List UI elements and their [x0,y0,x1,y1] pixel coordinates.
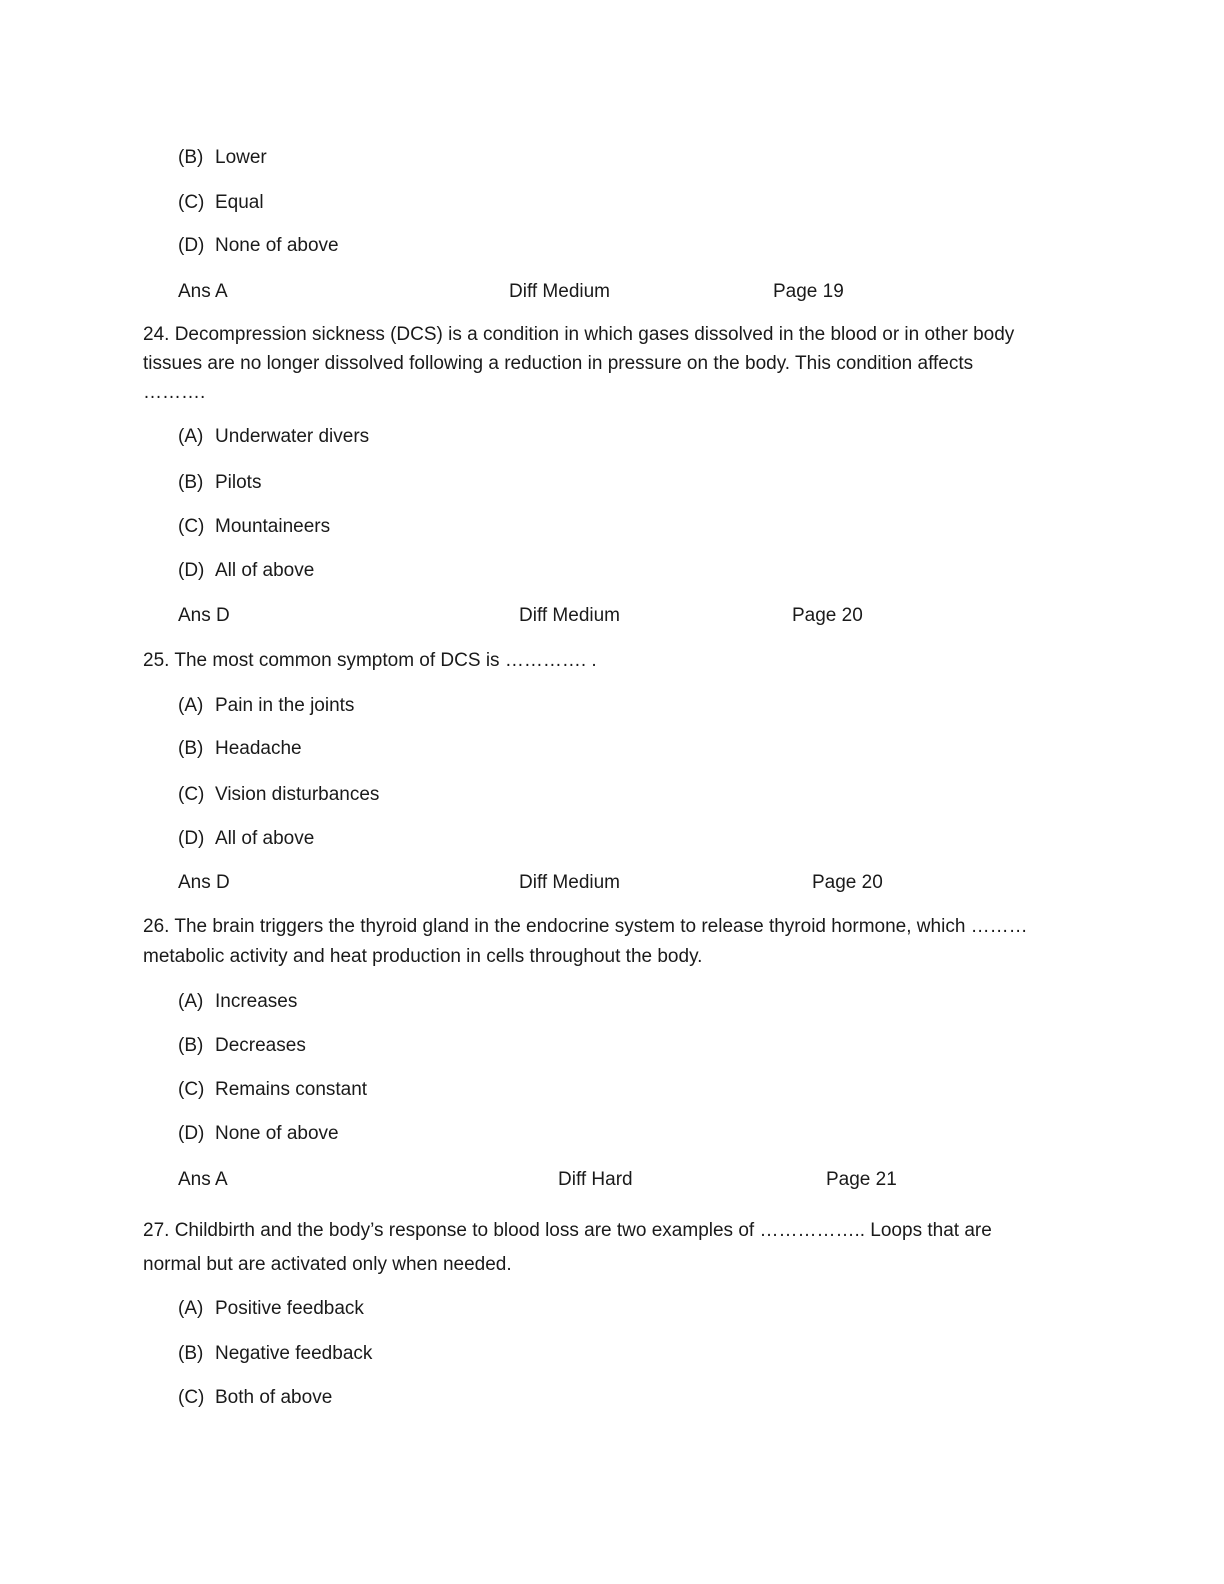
option-letter: (D) [178,828,205,849]
option-letter: (B) [178,147,204,168]
question-stem-line: 26. The brain triggers the thyroid gland in the endocrine system to release thyroid hormone, which ……… [143,916,1028,937]
option-text: Mountaineers [215,516,331,537]
option-text: Both of above [215,1387,333,1408]
option-letter: (B) [178,1035,204,1056]
question-stem-line: metabolic activity and heat production in cells throughout the body. [143,946,703,967]
option-letter: (B) [178,738,204,759]
option-text: Negative feedback [215,1343,373,1364]
answer-label: Ans D [178,605,230,626]
page-reference: Page 20 [792,605,863,626]
question-stem-line: 24. Decompression sickness (DCS) is a condition in which gases dissolved in the blood or in other body [143,324,1015,345]
option-letter: (A) [178,426,204,447]
page-reference: Page 21 [826,1169,897,1190]
option-letter: (D) [178,1123,205,1144]
option-letter: (A) [178,1298,204,1319]
option-text: Positive feedback [215,1298,364,1319]
option-letter: (A) [178,695,204,716]
option-text: Increases [215,991,298,1012]
option-text: Equal [215,192,264,213]
question-stem-line: 27. Childbirth and the body’s response to blood loss are two examples of …………….. Loops that are [143,1220,992,1241]
option-letter: (D) [178,235,205,256]
option-text: Vision disturbances [215,784,380,805]
question-stem-line: 25. The most common symptom of DCS is …………. . [143,650,597,671]
answer-label: Ans A [178,1169,228,1190]
answer-label: Ans D [178,872,230,893]
option-text: None of above [215,1123,339,1144]
option-letter: (D) [178,560,205,581]
difficulty-label: Diff Medium [509,281,611,302]
page-reference: Page 20 [812,872,883,893]
option-letter: (C) [178,784,205,805]
option-text: Pilots [215,472,262,493]
difficulty-label: Diff Medium [519,605,621,626]
option-text: Pain in the joints [215,695,355,716]
option-letter: (C) [178,1387,205,1408]
option-letter: (A) [178,991,204,1012]
option-letter: (C) [178,192,205,213]
option-letter: (C) [178,1079,205,1100]
difficulty-label: Diff Medium [519,872,621,893]
option-text: All of above [215,828,315,849]
option-text: None of above [215,235,339,256]
option-letter: (C) [178,516,205,537]
option-text: Headache [215,738,302,759]
option-text: Underwater divers [215,426,370,447]
difficulty-label: Diff Hard [558,1169,633,1190]
option-letter: (B) [178,1343,204,1364]
answer-label: Ans A [178,281,228,302]
question-stem-line: ………. [143,382,206,403]
page-reference: Page 19 [773,281,844,302]
option-text: Decreases [215,1035,306,1056]
question-stem-line: tissues are no longer dissolved following a reduction in pressure on the body. This condition affects [143,353,974,374]
option-text: Lower [215,147,267,168]
question-stem-line: normal but are activated only when needed. [143,1254,512,1275]
option-text: All of above [215,560,315,581]
option-letter: (B) [178,472,204,493]
option-text: Remains constant [215,1079,368,1100]
